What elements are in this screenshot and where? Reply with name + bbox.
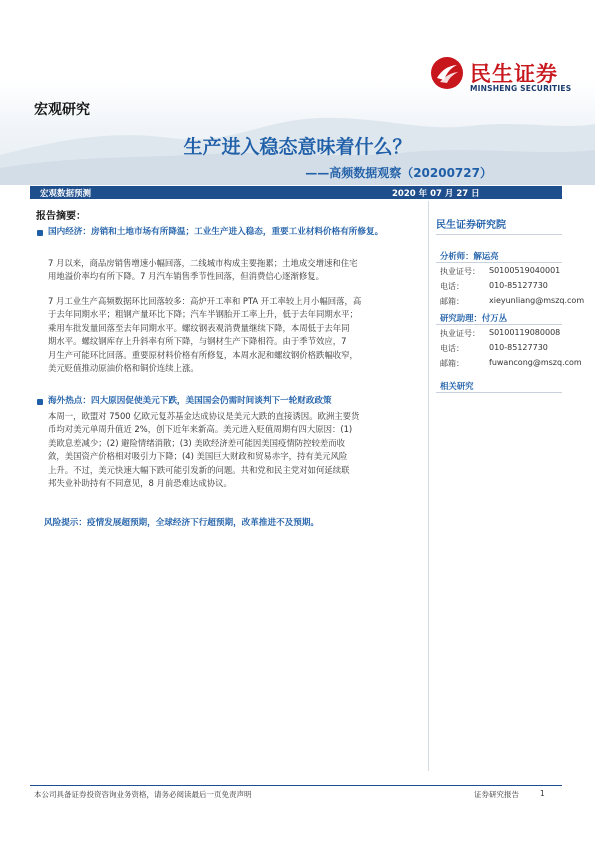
assistant-license-label: 执业证号： [440, 329, 480, 338]
analyst-license-label: 执业证号： [440, 267, 480, 276]
footer-rule [30, 785, 562, 786]
column-divider [428, 201, 429, 771]
paragraph-line: 本周一，欧盟对 7500 亿欧元复苏基金达成协议是美元大跌的直接诱因。欧洲主要货 [48, 411, 360, 421]
risk-warning: 风险提示：疫情发展超预期，全球经济下行超预期，改革推进不及预期。 [44, 518, 320, 528]
section-banner [30, 186, 562, 199]
analyst-email-label: 邮箱： [440, 297, 464, 306]
analyst-email-link[interactable]: xieyunliang@mszq.com [489, 296, 585, 305]
assistant-role-label: 研究助理： [440, 313, 482, 323]
banner-date: 2020 年 07 月 27 日 [392, 189, 480, 199]
section-heading-domestic: 国内经济：房销和土地市场有所降温；工业生产进入稳态，重要工业材料价格有所修复。 [48, 227, 384, 237]
brand-name-en: MINSHENG SECURITIES [470, 84, 572, 93]
paragraph-overseas-1 [48, 410, 359, 490]
paragraph-line: 期水平。螺纹钢库存上升斜率有所下降，与钢材生产下降相符。由于季节效应，7 [48, 336, 347, 347]
report-subtitle: ——高频数据观察（20200727） [305, 166, 492, 180]
institute-name: 民生证券研究院 [436, 220, 506, 231]
paragraph-line: 7 月工业生产高频数据环比回落较多：高炉开工率和 PTA 开工率较上月小幅回落，高 [48, 296, 362, 306]
paragraph-line: 7 月以来，商品房销售增速小幅回落，二线城市构成主要拖累；土地成交增速和住宅 [48, 258, 358, 268]
analyst-name: 解运亮 [473, 251, 499, 261]
sidebar-rule [436, 234, 562, 235]
analyst-license-value: S0100519040001 [489, 266, 561, 275]
analyst-role-label: 分析师： [440, 251, 474, 261]
related-research-heading: 相关研究 [440, 381, 474, 391]
paragraph-line: 敛，美国资产价格相对吸引力下降；(4) 美国巨大财政和贸易赤字，持有美元风险 [48, 451, 348, 462]
assistant-license-value: S0100119080008 [489, 328, 561, 337]
paragraph-line: 美元贬值推动原油价格和铜价连续上涨。 [48, 363, 199, 374]
paragraph-line: 美欧息差减少；(2) 避险情绪消散；(3) 美欧经济差可能因美国疫情防控较差而收 [48, 437, 346, 448]
sidebar-rule [436, 324, 562, 325]
assistant-email-label: 邮箱： [440, 359, 464, 368]
assistant-name: 付万丛 [481, 313, 507, 323]
assistant-phone-value: 010-85127730 [489, 343, 548, 352]
analyst-phone-label: 电话： [440, 282, 464, 291]
report-type-label: 宏观研究 [34, 102, 90, 118]
bullet-square-icon [37, 399, 43, 405]
assistant-role [440, 312, 507, 324]
assistant-email-link[interactable]: fuwancong@mszq.com [489, 358, 582, 367]
bullet-square-icon [37, 230, 43, 236]
sidebar-rule [436, 262, 562, 263]
paragraph-domestic-2 [48, 295, 361, 375]
paragraph-line: 用地溢价率均有所下降。7 月汽车销售季节性回落，但消费信心逐渐修复。 [48, 271, 324, 282]
paragraph-line: 乘用车批发量回落至去年同期水平。螺纹钢表观消费量继续下降，本周低于去年同 [48, 322, 350, 333]
summary-title: 报告摘要： [36, 211, 86, 222]
sidebar-rule [436, 392, 562, 393]
brand-name-cn: 民生证券 [470, 62, 558, 86]
banner-category: 宏观数据预测 [40, 189, 92, 199]
minsheng-logo-icon [430, 56, 464, 90]
section-heading-overseas: 海外热点：四大原因促使美元下跌，美国国会仍需时间谈判下一轮财政政策 [48, 396, 332, 406]
assistant-phone-label: 电话： [440, 344, 464, 353]
analyst-role [440, 250, 499, 262]
report-title: 生产进入稳态意味着什么？ [183, 136, 412, 158]
page-number: 1 [540, 789, 545, 798]
paragraph-line: 于去年同期水平；粗钢产量环比下降；汽车半钢胎开工率上升，低于去年同期水平； [48, 309, 358, 320]
paragraph-line: 上升。不过，美元快速大幅下跌可能引发新的问题。共和党和民主党对如何延续联 [48, 464, 350, 475]
paragraph-line: 月生产可能环比回落。重要原材料价格有所修复，本周水泥和螺纹钢价格跌幅收窄， [48, 349, 358, 360]
paragraph-line: 币均对美元单周升值近 2%，创下近年来新高。美元进入贬值周期有四大原因：(1) [48, 424, 353, 435]
paragraph-domestic-1 [48, 257, 358, 284]
analyst-phone-value: 010-85127730 [489, 281, 548, 290]
footer-disclaimer: 本公司具备证券投资咨询业务资格，请务必阅读最后一页免责声明 [34, 790, 252, 799]
footer-doc-type: 证券研究报告 [474, 790, 519, 799]
paragraph-line: 邦失业补助持有不同意见，8 月前恐难达成协议。 [48, 478, 232, 489]
